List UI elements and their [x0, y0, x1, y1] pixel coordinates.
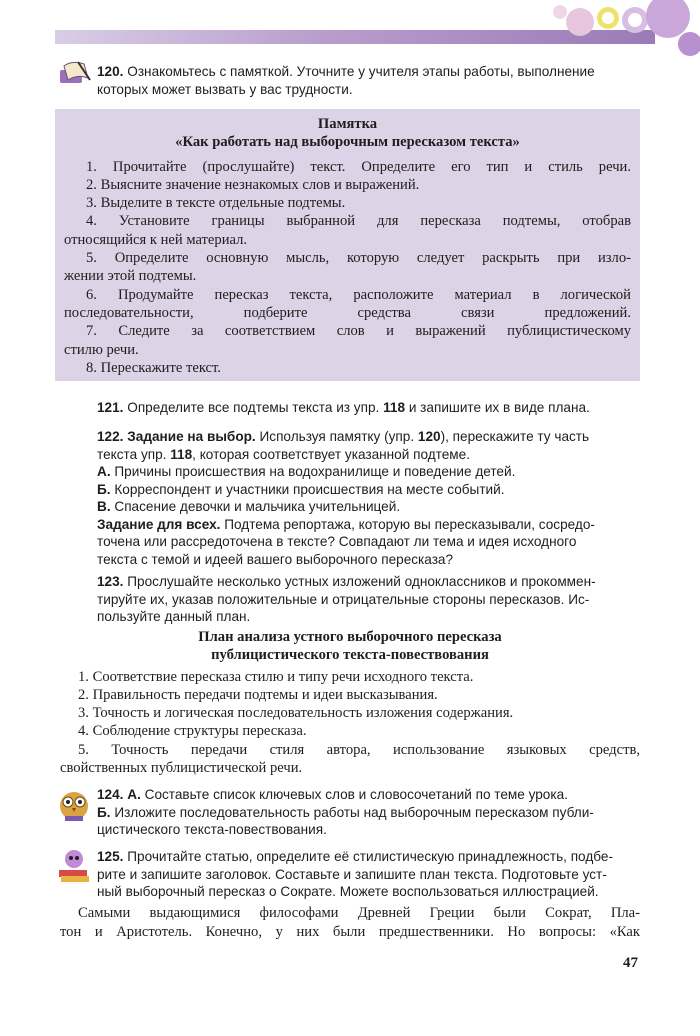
- exercise-120: 120. Ознакомьтесь с памяткой. Уточните у учителя этапы работы, выполнение которых может вызвать у вас трудности.: [97, 64, 595, 97]
- plan-item: 1. Соответствие пересказа стилю и типу речи исходного текста.: [78, 668, 474, 685]
- memo-item: 4. Установите границы выбранной для пересказа подтемы, отобрав: [86, 213, 631, 230]
- plan-item: 5. Точность передачи стиля автора, использование языковых средств,: [78, 741, 640, 758]
- exercise-123: 123. Прослушайте несколько устных изложений одноклассников и прокоммен- тируйте их, указав положительные и отрицательные стороны пересказов. Ис- пользуйте данный план.: [97, 574, 596, 624]
- plan-item-cont: свойственных публицистической речи.: [60, 760, 303, 777]
- exercise-124: 124. А. Составьте список ключевых слов и словосочетаний по теме урока. Б. Изложите последовательность работы над выборочным пересказом публи- цистического текста-повествования.: [97, 787, 594, 837]
- memo-item: 2. Выясните значение незнакомых слов и выражений.: [86, 176, 420, 193]
- memo-item-cont: стилю речи.: [64, 341, 139, 358]
- article-line: тон и Аристотель. Конечно, у них были предшественники. Но вопросы: «Как: [60, 924, 640, 940]
- memo-item: 3. Выделите в тексте отдельные подтемы.: [86, 195, 346, 212]
- memo-item-cont: последовательности, подберите средства связи предложений.: [64, 304, 631, 321]
- plan-item: 4. Соблюдение структуры пересказа.: [78, 723, 307, 740]
- books-icon: [56, 846, 92, 884]
- exercise-125: 125. Прочитайте статью, определите её стилистическую принадлежность, подбе- рите и запишите заголовок. Составьте и запишите план текста. Подготовьте уст- ный выборочный пересказ о Сократе. Можете воспользоваться иллюстрацией.: [97, 849, 613, 899]
- plan-subtitle: публицистического текста-повествования: [211, 647, 489, 664]
- exercise-122: 122. Задание на выбор. Используя памятку (упр. 120), перескажите ту часть текста упр. 118, которая соответствует указанной подтеме. А. Причины происшествия на водохранилище и поведение детей. Б. Корреспондент и участники происшествия на месте событий. В. Спасение девочки и мальчика учительницей. Задание для всех. Подтема репортажа, которую вы пересказывали, сосредо- точена или рассредоточена в тексте? Совпадают ли тема и идея исходного текста с темой и идеей вашего выборочного пересказа?: [97, 429, 595, 567]
- memo-item: 8. Перескажите текст.: [86, 359, 221, 376]
- exercise-number: 125.: [97, 849, 124, 864]
- article-text: [60, 904, 640, 942]
- memo-item-cont: жении этой подтемы.: [64, 268, 197, 285]
- plan-item: 2. Правильность передачи подтемы и идеи высказывания.: [78, 686, 438, 703]
- exercise-number: 123.: [97, 574, 124, 589]
- memo-item-cont: относящийся к ней материал.: [64, 231, 248, 248]
- memo-item: 7. Следите за соответствием слов и выражений публицистическому: [86, 323, 631, 340]
- page-number: 47: [623, 955, 638, 971]
- article-line: Самыми выдающимися философами Древней Греции были Сократ, Пла-: [78, 905, 640, 921]
- analysis-plan: [60, 628, 640, 777]
- plan-title: План анализа устного выборочного пересказа: [198, 629, 502, 645]
- exercise-number: 120.: [97, 64, 124, 79]
- memo-title: Памятка: [317, 116, 378, 132]
- exercise-121: 121. Определите все подтемы текста из упр. 118 и запишите их в виде плана.: [97, 400, 590, 415]
- exercise-number: 121.: [97, 400, 124, 415]
- plan-item: 3. Точность и логическая последовательность изложения содержания.: [78, 705, 514, 722]
- memo-item: 6. Продумайте пересказ текста, расположите материал в логической: [86, 286, 631, 303]
- memo-item: 5. Определите основную мысль, которую следует раскрыть при изло-: [86, 250, 631, 267]
- memo-subtitle: «Как работать над выборочным пересказом текста»: [175, 134, 520, 151]
- memo-item: 1. Прочитайте (прослушайте) текст. Определите его тип и стиль речи.: [86, 158, 631, 175]
- exercise-number: 124.: [97, 787, 124, 802]
- decorative-circles: [540, 0, 700, 60]
- owl-icon: [57, 786, 91, 822]
- writing-icon: [58, 60, 92, 86]
- memo-content: [64, 115, 631, 377]
- exercise-number: 122.: [97, 429, 124, 444]
